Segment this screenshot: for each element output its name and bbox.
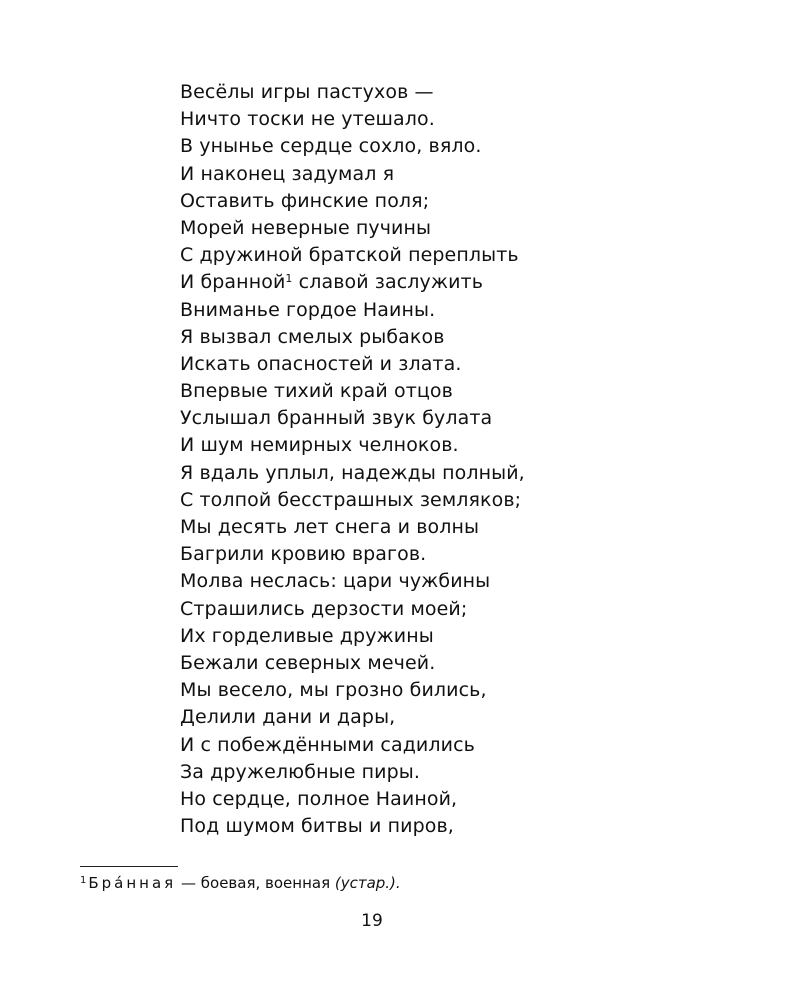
poem-line-16: С толпой бесстрашных земляков; [180,488,522,511]
poem-line-5: Оставить финские поля; [180,189,430,212]
footnote-term: Бра́нная [88,874,177,892]
footnote-definition: боевая, военная [200,874,335,892]
poem-line-6: Морей неверные пучины [180,216,432,239]
footnote [80,873,401,893]
poem-line-4: И наконец задумал я [180,162,395,185]
poem-line-12: Впервые тихий край отцов [180,380,453,403]
footnote-note: (устар.). [334,874,401,892]
poem-line-8-end: славой заслужить [292,271,484,294]
footnote-divider [80,866,178,867]
poem-line-7: С дружиной братской переплыть [180,244,519,267]
poem-line-1: Весёлы игры пастухов — [180,81,434,103]
page-number: 19 [361,911,383,931]
poem-line-10: Я вызвал смелых рыбаков [180,325,445,348]
poem-line-9: Вниманье гордое Наины. [180,298,436,321]
poem-line-8-start: И бранной [180,271,286,294]
poem-line-25: И с побеждёнными садились [180,733,475,756]
poem-line-18: Багрили кровию врагов. [180,543,427,566]
poem-line-3: В унынье сердце сохло, вяло. [180,135,482,158]
footnote-number: 1 [80,875,87,886]
poem-line-24: Делили дани и дары, [180,706,396,729]
poem-line-17: Мы десять лет снега и волны [180,516,480,538]
poem-line-2: Ничто тоски не утешало. [180,108,435,131]
poem-line-26: За дружелюбные пиры. [180,760,420,783]
poem-line-14: И шум немирных челноков. [180,434,459,457]
footnote-dash: — [176,874,201,892]
poem-line-21: Их горделивые дружины [180,624,434,647]
poem-line-20: Страшились дерзости моей; [180,597,468,620]
poem-line-28: Под шумом битвы и пиров, [180,815,454,838]
poem-line-13: Услышал бранный звук булата [180,407,493,430]
poem-text [180,79,740,840]
poem-line-22: Бежали северных мечей. [180,651,436,674]
poem-line-19: Молва неслась: цари чужбины [180,570,491,593]
poem-line-8 [180,269,740,296]
poem-line-27: Но сердце, полное Наиной, [180,787,458,810]
footnote-reference: 1 [285,272,293,286]
poem-line-15: Я вдаль уплыл, надежды полный, [180,461,525,484]
poem-line-11: Искать опасностей и злата. [180,352,462,375]
poem-line-23: Мы весело, мы грозно бились, [180,679,487,702]
